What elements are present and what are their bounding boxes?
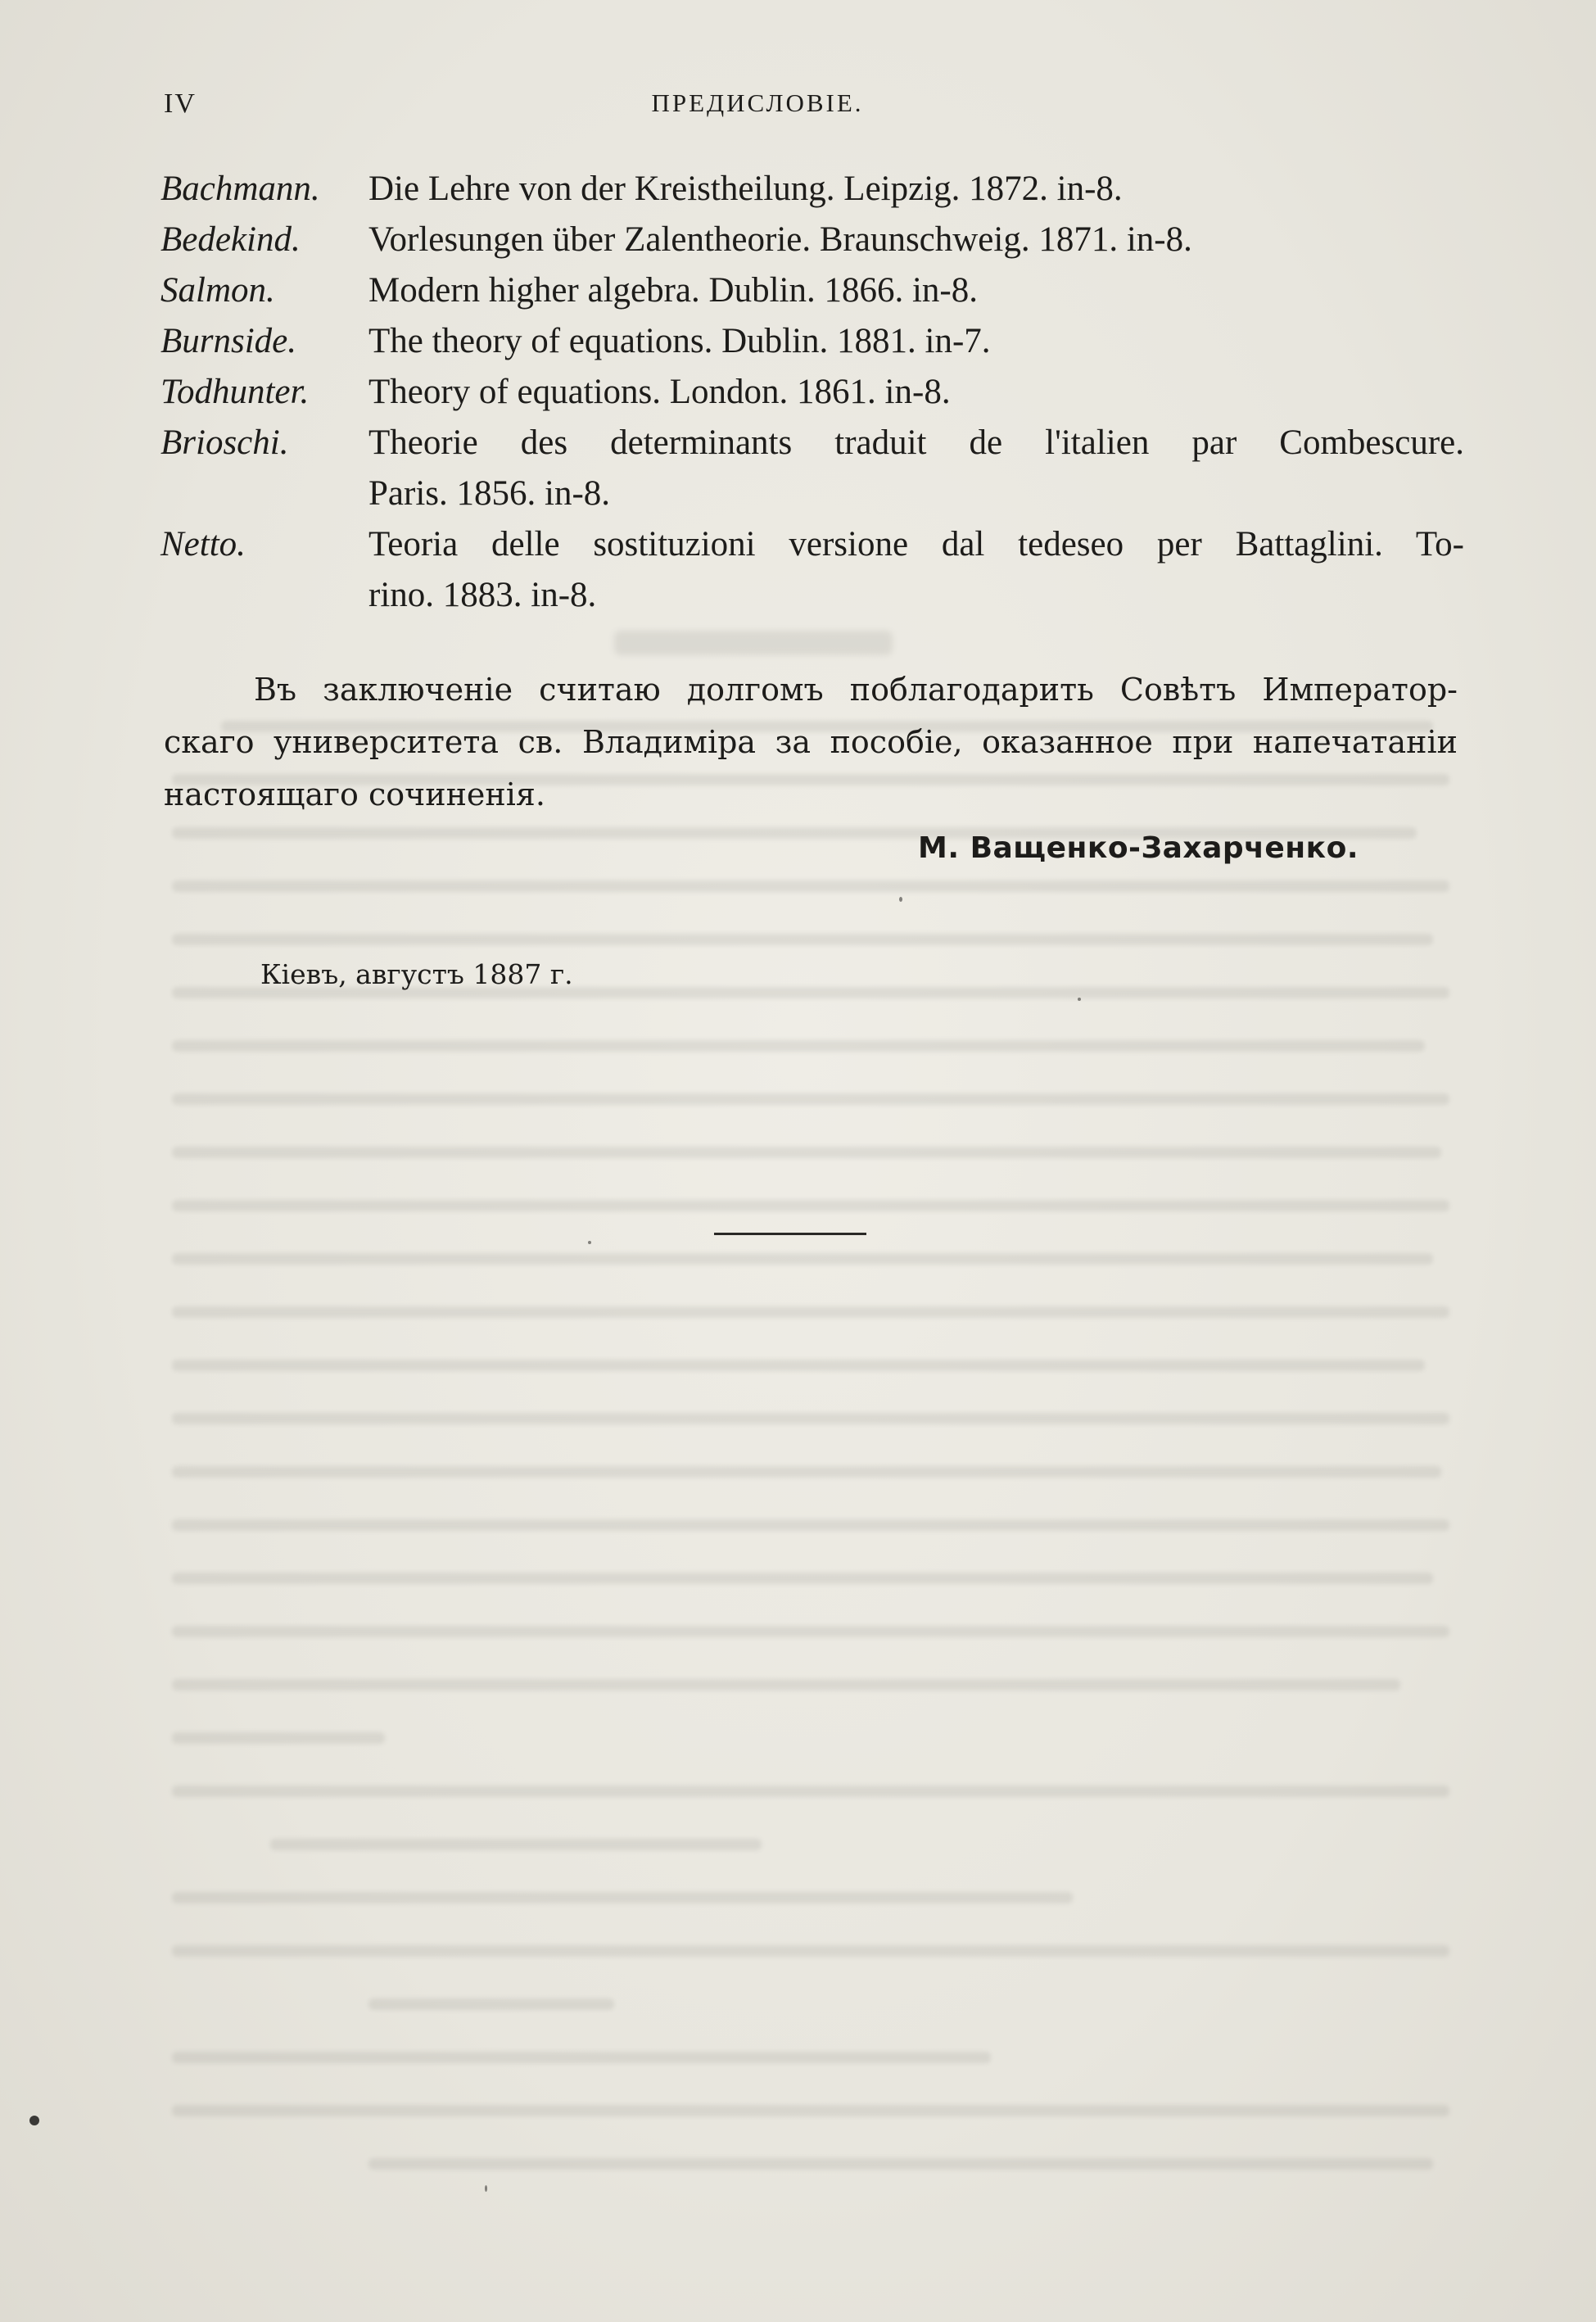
reference-line: Die Lehre von der Kreistheilung. Leipzig. 1872. in-8. (368, 170, 1123, 208)
section-divider (714, 1233, 866, 1235)
running-title: ПРЕДИСЛОВІЕ. (651, 88, 864, 117)
bibliography-reference (368, 418, 1464, 519)
acknowledgement-paragraph (164, 663, 1458, 821)
bibliography-list (161, 164, 1464, 621)
reference-line: Paris. 1856. in-8. (368, 474, 611, 513)
paper-speck (485, 2185, 487, 2192)
bibliography-entry (161, 265, 1464, 316)
paragraph-line: скаго университета св. Владиміра за пособіе, оказанное при напечатаніи (164, 724, 1458, 760)
reference-line: The theory of equations. Dublin. 1881. in-7. (368, 322, 991, 360)
bibliography-author: Salmon. (161, 271, 275, 310)
bibliography-author: Bachmann. (161, 170, 320, 208)
running-header (164, 88, 1458, 129)
bibliography-author: Todhunter. (161, 373, 310, 411)
bibliography-reference (368, 265, 1464, 316)
bibliography-author: Netto. (161, 525, 246, 564)
bibliography-entry (161, 418, 1464, 519)
reference-line: rino. 1883. in-8. (368, 576, 597, 614)
bibliography-reference (368, 367, 1464, 418)
bibliography-entry (161, 164, 1464, 215)
reference-line: Theorie des determinants traduit de l'italien par Combescure. (368, 423, 1464, 462)
bibliography-reference (368, 164, 1464, 215)
bibliography-reference (368, 519, 1464, 621)
paper-speck (588, 1241, 591, 1244)
bibliography-entry (161, 215, 1464, 265)
bibliography-entry (161, 367, 1464, 418)
paper-speck (1078, 998, 1081, 1001)
paragraph-line: Въ заключеніе считаю долгомъ поблагодарить Совѣтъ Император- (254, 672, 1458, 708)
bibliography-entry (161, 519, 1464, 621)
page-number: IV (164, 88, 197, 119)
bibliography-reference (368, 316, 1464, 367)
reference-line: Vorlesungen über Zalentheorie. Braunschweig. 1871. in-8. (368, 220, 1192, 259)
paper-speck (899, 897, 902, 902)
paragraph-line: настоящаго сочиненія. (164, 776, 545, 812)
reference-line: Teoria delle sostituzioni versione dal tedeseo per Battaglini. To- (368, 525, 1464, 564)
bibliography-author: Brioschi. (161, 423, 289, 462)
bibliography-author: Bedekind. (161, 220, 301, 259)
reference-line: Theory of equations. London. 1861. in-8. (368, 373, 951, 411)
bibliography-author: Burnside. (161, 322, 297, 360)
place-and-date: Кіевъ, августъ 1887 г. (260, 958, 573, 990)
reference-line: Modern higher algebra. Dublin. 1866. in-8. (368, 271, 978, 310)
author-signature: М. Ващенко-Захарченко. (918, 831, 1359, 865)
bibliography-entry (161, 316, 1464, 367)
paper-speck (29, 2116, 39, 2125)
bibliography-reference (368, 215, 1464, 265)
